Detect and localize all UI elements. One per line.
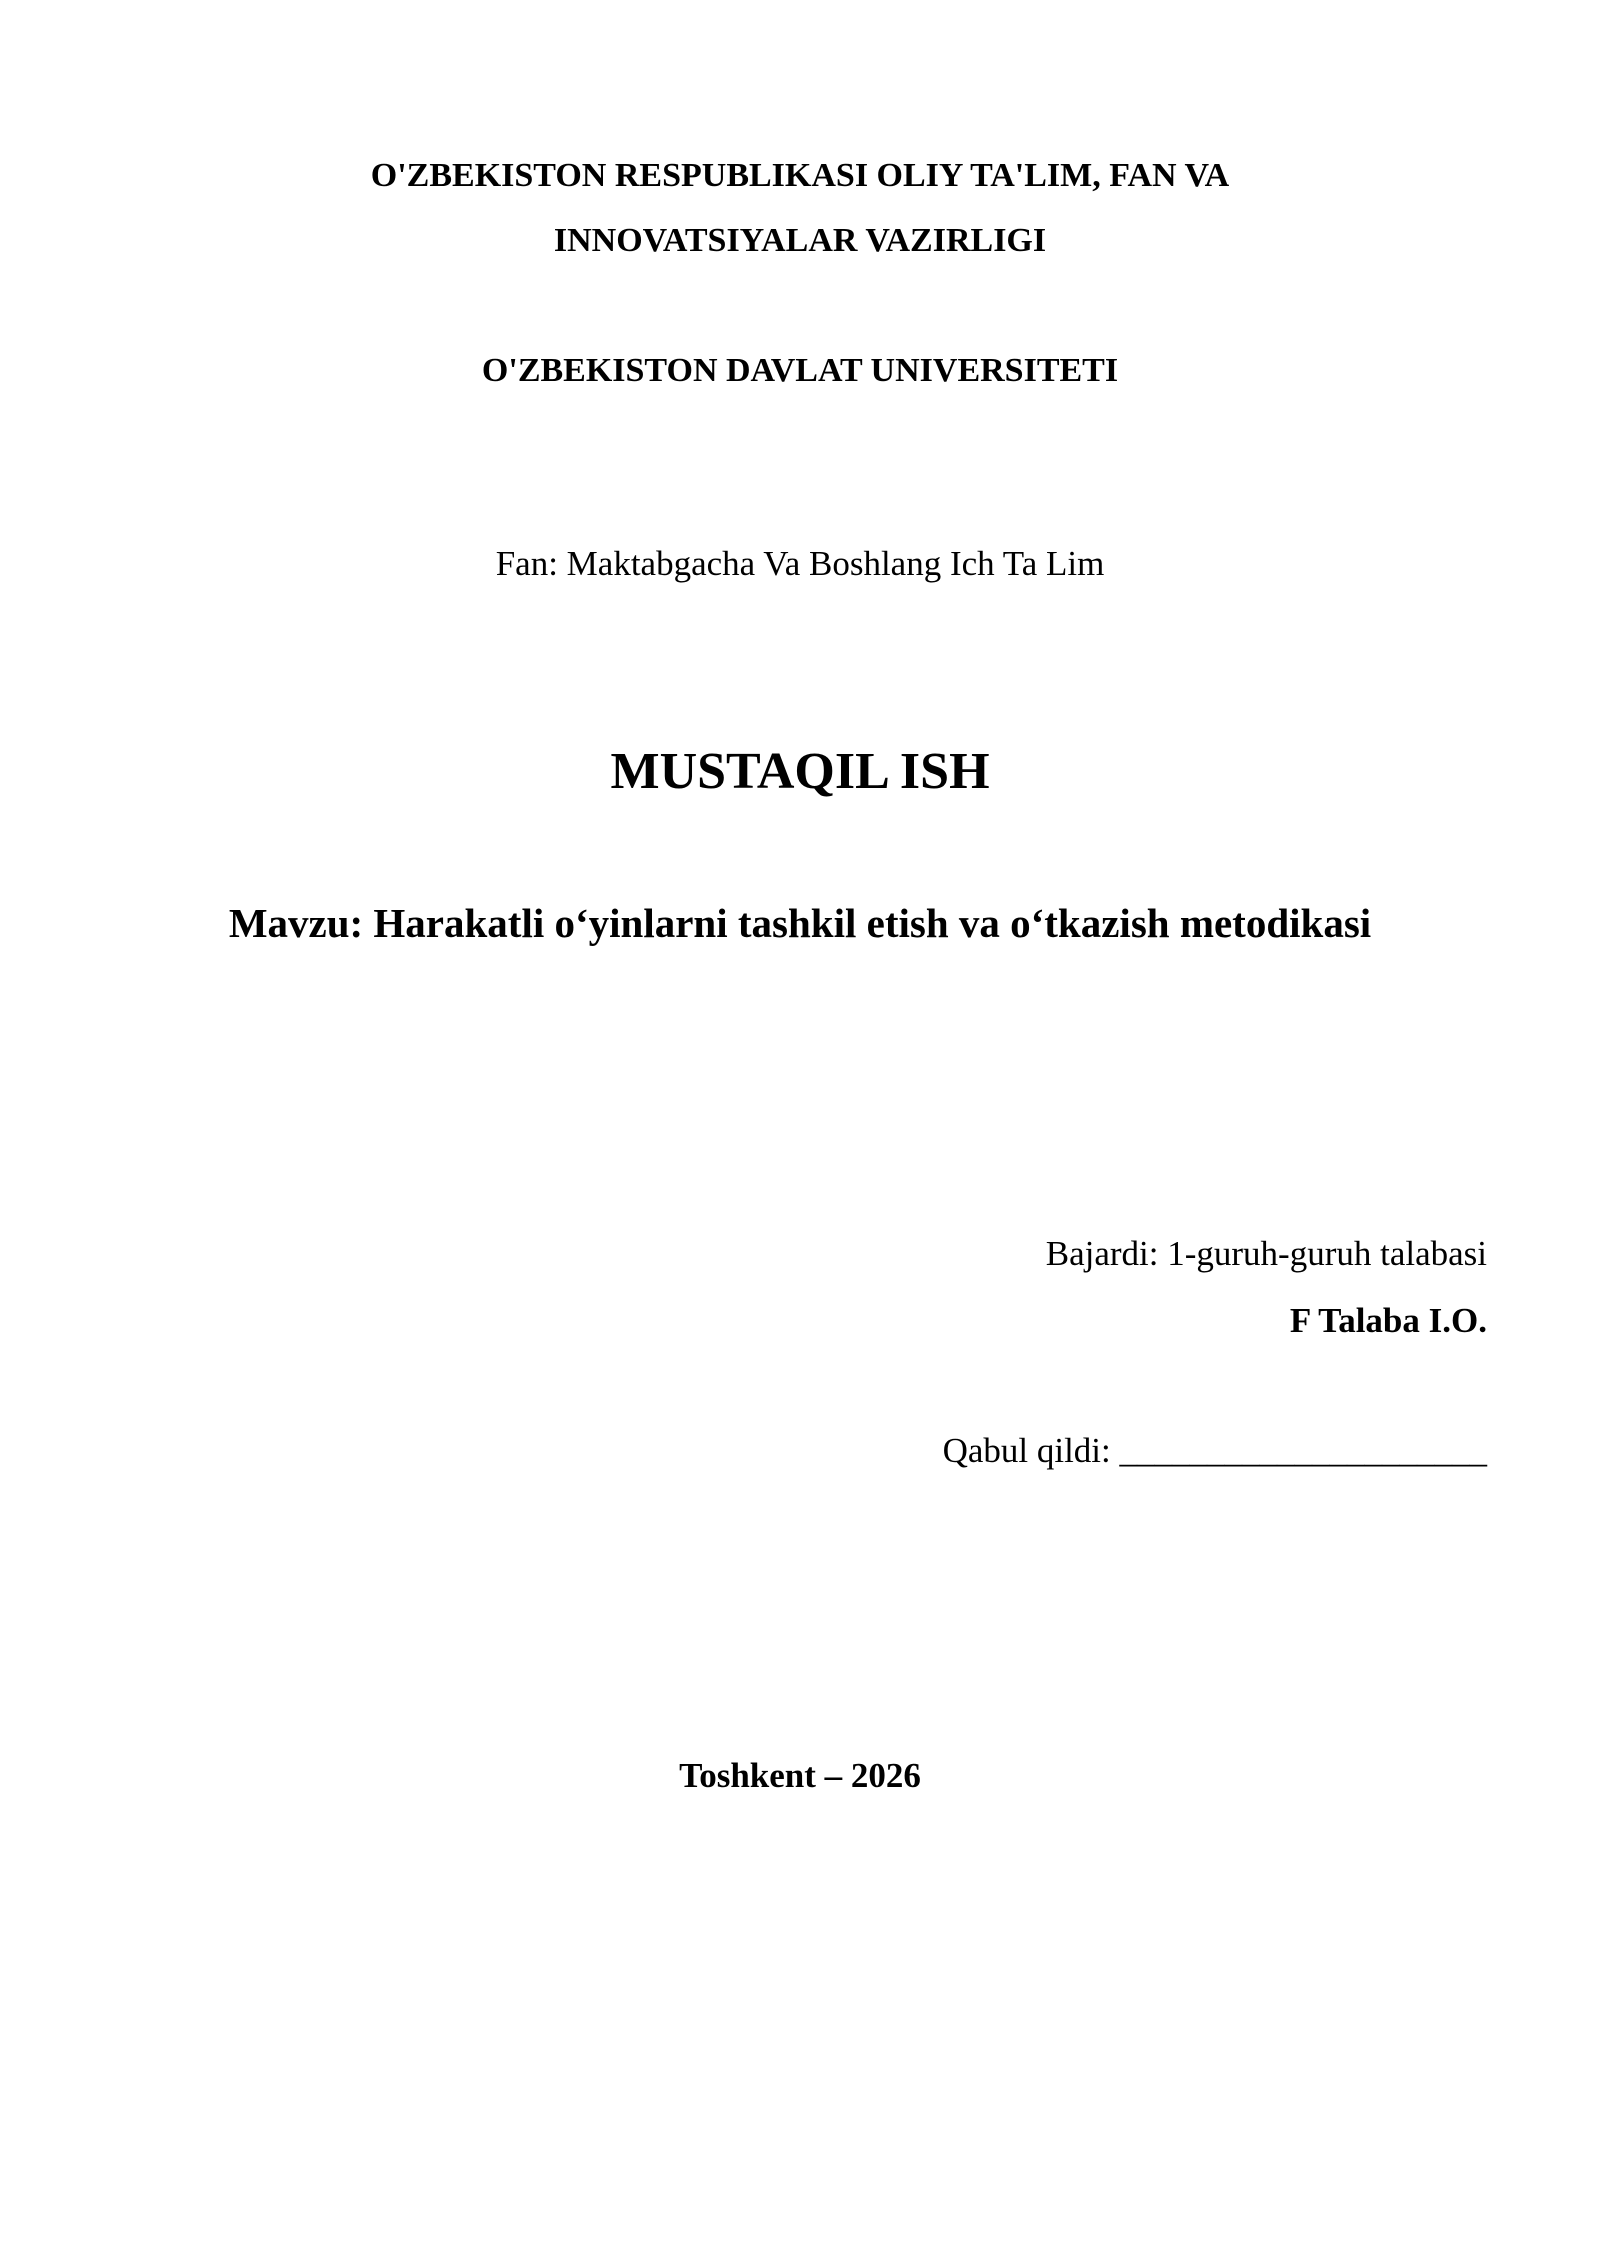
ministry-title-line-1: O'ZBEKISTON RESPUBLIKASI OLIY TA'LIM, FAN VA bbox=[370, 157, 1230, 194]
document-type-title: MUSTAQIL ISH bbox=[610, 743, 990, 800]
student-name: F Talaba I.O. bbox=[1289, 1301, 1487, 1340]
topic-line: Mavzu: Harakatli o‘yinlarni tashkil etish va o‘tkazish metodikasi bbox=[228, 900, 1372, 946]
university-name: O'ZBEKISTON DAVLAT UNIVERSITETI bbox=[481, 352, 1119, 389]
subject-line: Fan: Maktabgacha Va Boshlang Ich Ta Lim bbox=[495, 544, 1105, 583]
performed-by-line: Bajardi: 1-guruh-guruh talabasi bbox=[1045, 1234, 1487, 1273]
ministry-title-line-2: INNOVATSIYALAR VAZIRLIGI bbox=[553, 222, 1047, 259]
city-year: Toshkent – 2026 bbox=[679, 1756, 921, 1795]
accepted-by-line: Qabul qildi: _____________________ bbox=[942, 1431, 1487, 1470]
